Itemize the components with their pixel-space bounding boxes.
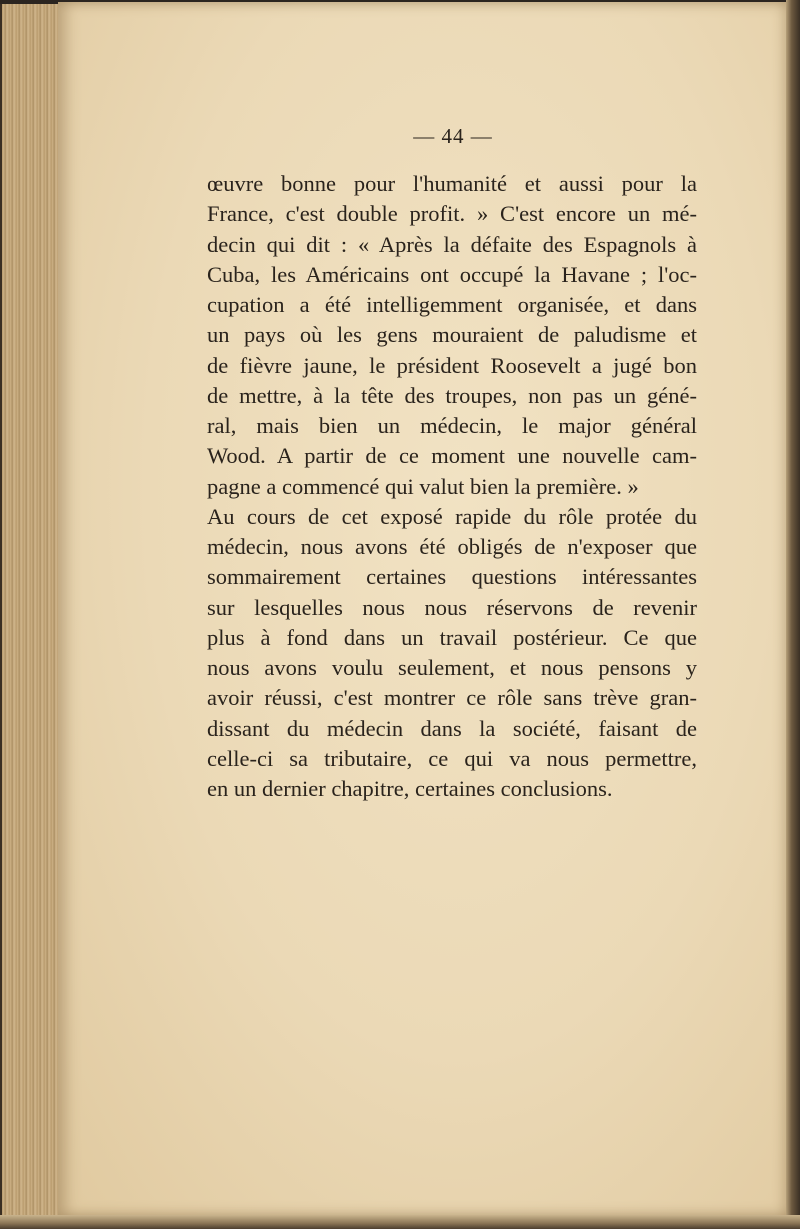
text-line: decin qui dit : « Après la défaite des Espagnols à xyxy=(207,231,697,257)
text-line: en un dernier chapitre, certaines conclusions. xyxy=(207,776,613,801)
text-line: de fièvre jaune, le président Roosevelt a jugé bon xyxy=(207,352,697,378)
text-line: cupation a été intelligemment organisée, et dans xyxy=(207,292,697,317)
text-line: œuvre bonne pour l'humanité et aussi pour la xyxy=(207,171,697,196)
text-line: Cuba, les Américains ont occupé la Havane ; l'oc- xyxy=(207,261,697,287)
text-line: de mettre, à la tête des troupes, non pas un géné- xyxy=(207,382,697,408)
text-line: sur lesquelles nous nous réservons de revenir xyxy=(207,594,697,620)
body-text xyxy=(207,169,697,804)
text-line: médecin, nous avons été obligés de n'exposer que xyxy=(207,534,697,559)
text-line: un pays où les gens mouraient de paludisme et xyxy=(207,322,697,348)
text-line: avoir réussi, c'est montrer ce rôle sans trève gran- xyxy=(207,685,697,711)
text-line: pagne a commencé qui valut bien la première. » xyxy=(207,473,639,499)
page-number: — 44 — xyxy=(413,124,493,148)
book-binding-edge xyxy=(786,0,800,1229)
text-line: dissant du médecin dans la société, faisant de xyxy=(207,715,697,741)
text-line: nous avons voulu seulement, et nous pensons y xyxy=(207,655,697,680)
text-line: France, c'est double profit. » C'est encore un mé- xyxy=(207,201,697,227)
book-bottom-edge xyxy=(0,1215,800,1229)
text-line: Wood. A partir de ce moment une nouvelle cam- xyxy=(207,443,697,469)
text-line: sommairement certaines questions intéressantes xyxy=(207,564,697,590)
text-line: celle-ci sa tributaire, ce qui va nous permettre, xyxy=(207,745,697,771)
text-line: ral, mais bien un médecin, le major général xyxy=(207,413,697,438)
text-line: plus à fond dans un travail postérieur. Ce que xyxy=(207,624,697,650)
text-line: Au cours de cet exposé rapide du rôle protée du xyxy=(207,503,697,529)
